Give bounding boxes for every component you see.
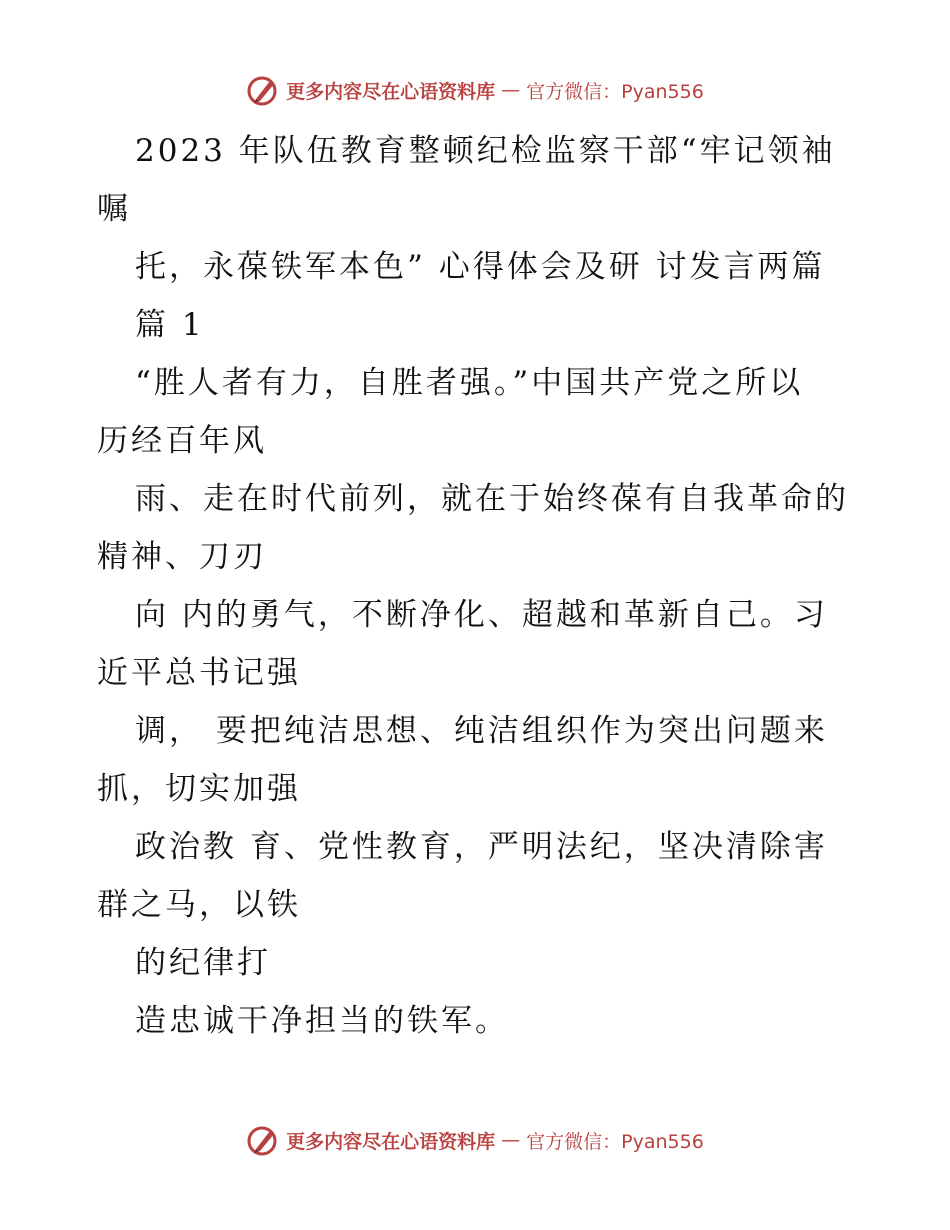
text-line: 托，永葆铁军本色” 心得体会及研 讨发言两篇 (135, 249, 826, 285)
pen-logo-icon (246, 1123, 280, 1157)
text-line: 调， 要把纯洁思想、纯洁组织作为突出问题来 (135, 713, 828, 749)
watermark-main-text: 更多内容尽在心语资料库 (286, 80, 496, 103)
text-line: 历经百年风 (97, 423, 267, 459)
text-line: 群之马，以铁 (97, 887, 301, 923)
document-body (97, 122, 857, 1050)
text-line: 造忠诚干净担当的铁军。 (135, 1003, 509, 1039)
text-line: 嘱 (97, 191, 131, 227)
footer-watermark (0, 1120, 950, 1160)
header-watermark (0, 70, 950, 110)
text-line: 近平总书记强 (97, 655, 301, 691)
text-line: 向 内的勇气，不断净化、超越和革新自己。习 (135, 597, 828, 633)
text-line: 2023 年队伍教育整顿纪检监察干部“牢记领袖 (135, 133, 836, 169)
text-line: “胜人者有力，自胜者强。”中国共产党之所以 (135, 365, 804, 401)
watermark-contact: 官方微信：Pyan556 (526, 1130, 704, 1153)
text-line: 抓，切实加强 (97, 771, 301, 807)
text-line: 的纪律打 (135, 945, 271, 981)
watermark-main-text: 更多内容尽在心语资料库 (286, 1130, 496, 1153)
watermark-separator: — (501, 1129, 521, 1151)
text-line: 篇 1 (135, 307, 205, 343)
text-line: 政治教 育、党性教育，严明法纪，坚决清除害 (135, 829, 828, 865)
watermark-contact: 官方微信：Pyan556 (526, 80, 704, 103)
text-line: 雨、走在时代前列，就在于始终葆有自我革命的 (135, 481, 849, 517)
text-line: 精神、刀刃 (97, 539, 267, 575)
watermark-separator: — (501, 79, 521, 101)
pen-logo-icon (246, 73, 280, 107)
